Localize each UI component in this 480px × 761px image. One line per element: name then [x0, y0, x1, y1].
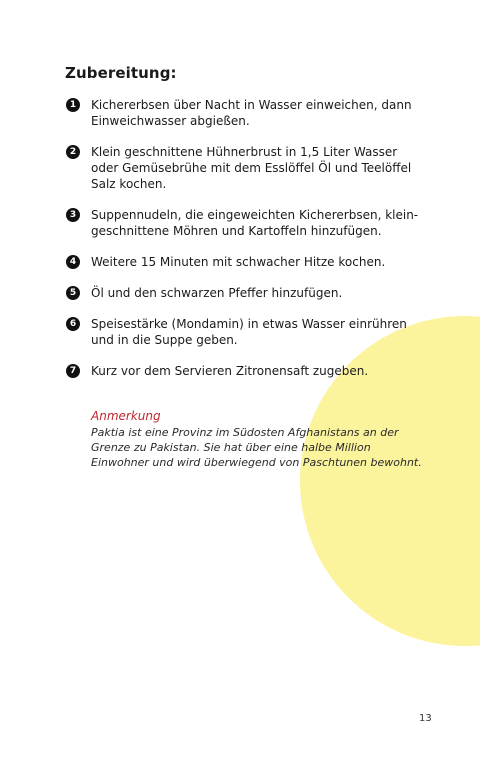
step-item	[66, 97, 426, 129]
step-text: Öl und den schwarzen Pfeffer hinzufügen.	[91, 286, 343, 300]
page-number: 13	[419, 713, 432, 724]
step-text: Kurz vor dem Servieren Zitronensaft zugeben.	[91, 364, 369, 378]
section-heading: Zubereitung:	[65, 64, 177, 82]
step-text: Weitere 15 Minuten mit schwacher Hitze kochen.	[91, 255, 386, 269]
note-title: Anmerkung	[91, 409, 161, 423]
step-number-badge: 1	[66, 98, 80, 112]
step-item	[66, 363, 426, 379]
step-number-badge: 7	[66, 364, 80, 378]
note-text: Paktia ist eine Provinz im Südosten Afghanistans an der Grenze zu Pakistan. Sie hat über eine halbe Million Einwohner und wird überwiegend von Paschtunen bewohnt.	[91, 426, 422, 469]
step-number-badge: 6	[66, 317, 80, 331]
step-number-badge: 4	[66, 255, 80, 269]
step-text: Klein geschnittene Hühnerbrust in 1,5 Liter Wasser oder Gemüsebrühe mit dem Esslöffel Öl und Teelöffel Salz kochen.	[91, 145, 412, 191]
step-number-badge: 5	[66, 286, 80, 300]
preparation-steps-list	[66, 97, 426, 394]
step-text: Speisestärke (Mondamin) in etwas Wasser einrühren und in die Suppe geben.	[91, 317, 407, 347]
step-item	[66, 254, 426, 270]
step-number-badge: 3	[66, 208, 80, 222]
note-box	[91, 409, 431, 470]
step-text: Suppennudeln, die eingeweichten Kichererbsen, klein-geschnittene Möhren und Kartoffeln hinzufügen.	[91, 208, 419, 238]
step-item	[66, 207, 426, 239]
step-text: Kichererbsen über Nacht in Wasser einweichen, dann Einweichwasser abgießen.	[91, 98, 412, 128]
step-item	[66, 144, 426, 192]
step-item	[66, 316, 426, 348]
step-item	[66, 285, 426, 301]
step-number-badge: 2	[66, 145, 80, 159]
